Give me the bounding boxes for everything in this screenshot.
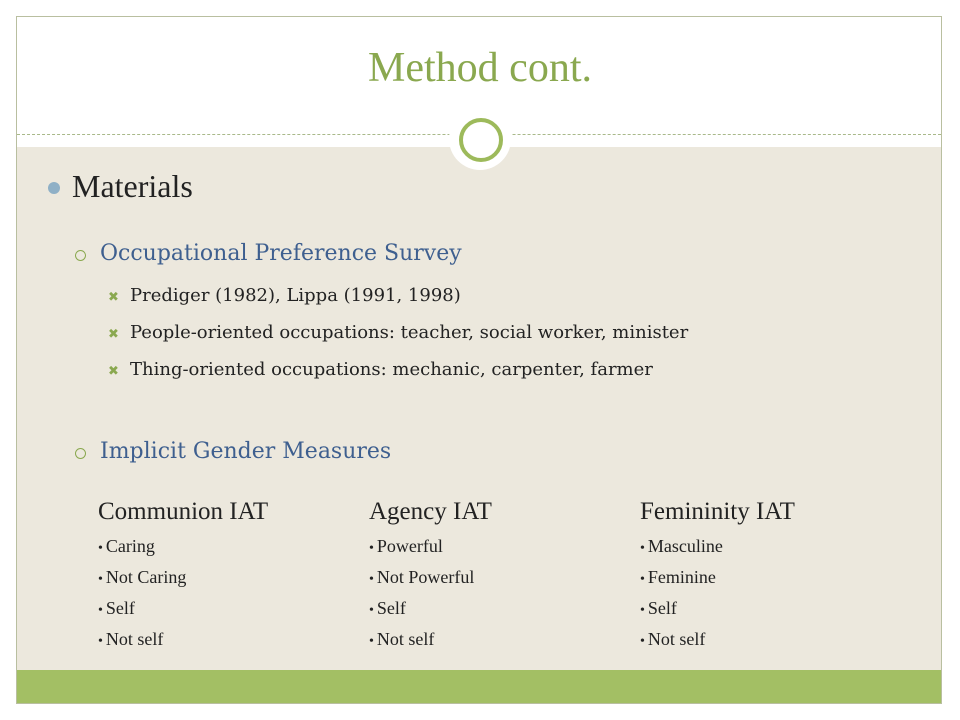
list-item: • Self xyxy=(369,598,406,618)
list-item: • Not Powerful xyxy=(369,567,475,587)
section-heading-survey: Occupational Preference Survey xyxy=(100,241,462,266)
list-item: • Feminine xyxy=(640,567,716,587)
list-item: • Not Caring xyxy=(98,567,187,587)
list-item: • Masculine xyxy=(640,536,723,556)
iat-column-agency xyxy=(369,498,492,656)
bullet-dot-icon: • xyxy=(640,572,645,587)
column-title: Femininity IAT xyxy=(640,498,795,525)
bullet-dot-icon: • xyxy=(369,603,374,618)
footer-bar xyxy=(17,670,941,703)
bullet-dot-icon: • xyxy=(98,541,103,556)
list-item: • Powerful xyxy=(369,536,443,556)
list-item: • Not self xyxy=(98,629,164,649)
bullet-dot-icon: • xyxy=(369,634,374,649)
list-item: • Self xyxy=(640,598,677,618)
list-item: • Self xyxy=(98,598,135,618)
x-mark-icon: ✖ xyxy=(108,364,119,379)
bullet-dot-icon: • xyxy=(640,541,645,556)
list-item: Prediger (1982), Lippa (1991, 1998) xyxy=(130,285,461,306)
list-item: • Not self xyxy=(640,629,706,649)
bullet-dot-icon: • xyxy=(640,634,645,649)
bullet-dot-icon: • xyxy=(369,572,374,587)
list-item: • Not self xyxy=(369,629,435,649)
materials-heading: Materials xyxy=(72,168,193,204)
ring-bullet-icon xyxy=(75,448,86,459)
list-item: People-oriented occupations: teacher, social worker, minister xyxy=(130,322,689,343)
bullet-dot-icon: • xyxy=(369,541,374,556)
column-title: Agency IAT xyxy=(369,498,492,525)
iat-column-communion xyxy=(98,498,268,656)
filled-circle-icon xyxy=(48,182,60,194)
bullet-dot-icon: • xyxy=(98,634,103,649)
iat-column-femininity xyxy=(640,498,795,656)
ring-bullet-icon xyxy=(75,250,86,261)
x-mark-icon: ✖ xyxy=(108,290,119,305)
bullet-dot-icon: • xyxy=(98,603,103,618)
list-item: • Caring xyxy=(98,536,155,556)
bullet-dot-icon: • xyxy=(98,572,103,587)
section-heading-implicit: Implicit Gender Measures xyxy=(100,439,392,464)
slide-title: Method cont. xyxy=(368,45,592,91)
column-title: Communion IAT xyxy=(98,498,269,525)
list-item: Thing-oriented occupations: mechanic, carpenter, farmer xyxy=(130,359,653,380)
x-mark-icon: ✖ xyxy=(108,327,119,342)
ring-icon xyxy=(459,118,503,162)
bullet-dot-icon: • xyxy=(640,603,645,618)
